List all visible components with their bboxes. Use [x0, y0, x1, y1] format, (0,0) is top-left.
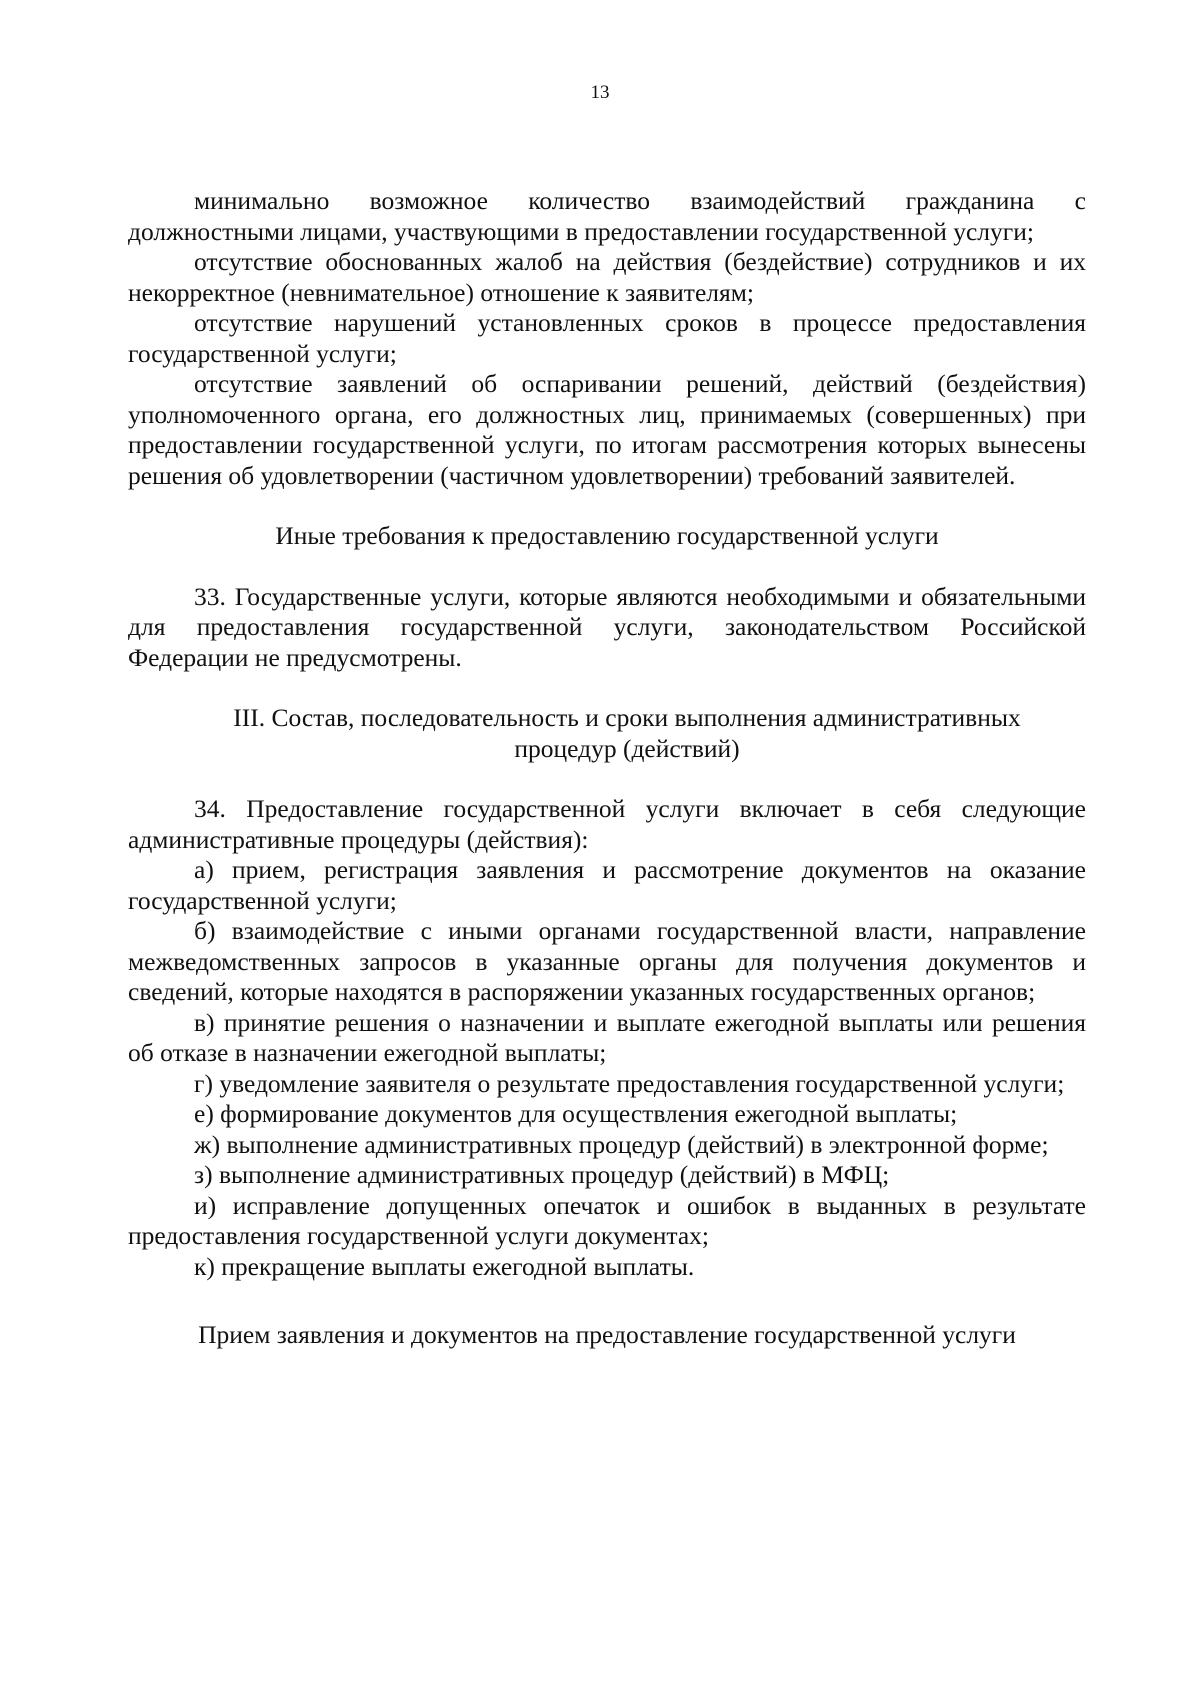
- procedure-item-g: г) уведомление заявителя о результате предоставления государственной услуги;: [194, 1068, 1065, 1098]
- procedure-item-v: в) принятие решения о назначении и выплате ежегодной выплаты или решения об отказе в назначении ежегодной выплаты;: [128, 1007, 1086, 1067]
- procedure-item-b: б) взаимодействие с иными органами государственной власти, направление межведомственных запросов в указанные органы для получения документов и сведений, которые находятся в распоряжении указанных государственных органов;: [128, 916, 1086, 1006]
- section-heading-other-requirements: Иные требования к предоставлению государственной услуги: [275, 521, 939, 550]
- procedure-item-k: к) прекращение выплаты ежегодной выплаты.: [194, 1251, 695, 1281]
- paragraph: отсутствие заявлений об оспаривании решений, действий (бездействия) уполномоченного органа, его должностных лиц, принимаемых (совершенных) при предоставлении государственной услуги, по итогам рассмотрения которых вынесены решения об удовлетворении (частичном удовлетворении) требований заявителей.: [128, 369, 1086, 490]
- document-body: [128, 186, 1086, 1351]
- paragraph-33: 33. Государственные услуги, которые являются необходимыми и обязательными для предоставления государственной услуги, законодательством Российской Федерации не предусмотрены.: [128, 581, 1086, 672]
- paragraph: отсутствие нарушений установленных сроков в процессе предоставления государственной услуги;: [128, 308, 1086, 368]
- procedure-item-e: е) формирование документов для осуществления ежегодной выплаты;: [194, 1099, 958, 1128]
- procedure-item-i: и) исправление допущенных опечаток и ошибок в выданных в результате предоставления государственной услуги документах;: [128, 1190, 1086, 1250]
- paragraph: отсутствие обоснованных жалоб на действия (бездействие) сотрудников и их некорректное (невнимательное) отношение к заявителям;: [128, 247, 1086, 307]
- section-heading-iii: III. Состав, последовательность и сроки выполнения административных процедур (действий): [233, 703, 1021, 763]
- procedure-item-zh: ж) выполнение административных процедур (действий) в электронной форме;: [194, 1129, 1049, 1159]
- paragraph: минимально возможное количество взаимодействий гражданина с должностными лицами, участвующими в предоставлении государственной услуги;: [128, 186, 1086, 246]
- section-heading-reception: Прием заявления и документов на предоставление государственной услуги: [198, 1320, 1016, 1349]
- procedure-item-z: з) выполнение административных процедур (действий) в МФЦ;: [194, 1160, 890, 1189]
- page-number: 13: [590, 82, 610, 103]
- paragraph-34: 34. Предоставление государственной услуги включает в себя следующие административные процедуры (действия):: [128, 794, 1086, 854]
- procedure-item-a: а) прием, регистрация заявления и рассмотрение документов на оказание государственной услуги;: [128, 855, 1086, 915]
